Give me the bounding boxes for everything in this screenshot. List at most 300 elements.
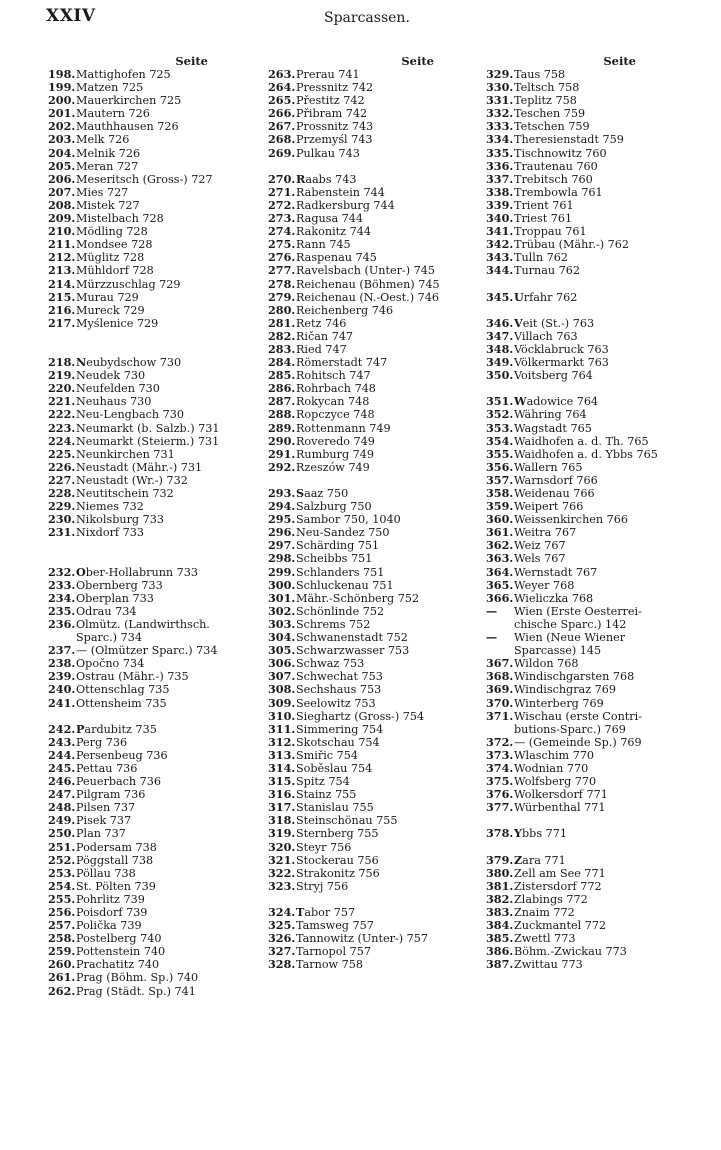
entry-text: Pottenstein 740	[76, 945, 166, 959]
index-entry	[48, 107, 258, 120]
index-entry	[486, 317, 716, 330]
entry-text: Wien (Erste Oesterrei-	[514, 604, 642, 618]
index-entry	[268, 199, 490, 212]
entry-number: 290.	[268, 433, 296, 448]
entry-text: Neutitschein 732	[76, 487, 174, 500]
entry-text: Warnsdorf 766	[514, 473, 598, 487]
index-entry	[48, 841, 258, 854]
entry-text: Wernstadt 767	[514, 565, 598, 579]
section-initial: O	[76, 565, 86, 579]
index-entry	[486, 631, 716, 644]
index-entry	[48, 644, 258, 657]
index-entry	[268, 906, 490, 919]
index-entry	[486, 526, 716, 539]
index-entry	[268, 408, 490, 421]
entry-number: 320.	[268, 839, 296, 854]
entry-number: 248.	[48, 800, 76, 815]
entry-number: 261.	[48, 970, 76, 985]
index-entry	[268, 539, 490, 552]
entry-text: Windischgraz 769	[514, 683, 617, 697]
index-entry	[486, 264, 716, 277]
index-entry	[48, 775, 258, 788]
entry-number: 299.	[268, 564, 296, 579]
entry-number: 304.	[268, 630, 296, 645]
entry-number: 254.	[48, 878, 76, 893]
index-entry	[268, 749, 490, 762]
entry-number: 216.	[48, 302, 76, 317]
index-entry	[486, 225, 716, 238]
entry-text: Rumburg 749	[296, 447, 375, 461]
entry-number: 236.	[48, 616, 76, 631]
entry-text: Zell am See 771	[514, 866, 606, 880]
index-entry	[48, 618, 258, 631]
entry-text: Opočno 734	[76, 657, 145, 671]
entry-number: 264.	[268, 80, 296, 95]
entry-text: Ropczyce 748	[296, 408, 375, 422]
entry-text: Podersam 738	[76, 840, 157, 854]
entry-text: St. Pölten 739	[76, 879, 156, 893]
entry-number: 312.	[268, 734, 296, 749]
entry-text: Prag (Städt. Sp.) 741	[76, 984, 196, 998]
entry-text: Winterberg 769	[514, 696, 604, 710]
entry-number: 316.	[268, 787, 296, 802]
entry-text: Steinschönau 755	[296, 814, 398, 828]
entry-text: Schwanenstadt 752	[296, 631, 408, 645]
index-entry	[268, 801, 490, 814]
index-entry	[48, 356, 258, 369]
entry-number: 329.	[486, 67, 514, 81]
entry-number: 377.	[486, 800, 514, 815]
entry-number: 200.	[48, 93, 76, 108]
entry-text: Böhm.-Zwickau 773	[514, 945, 627, 959]
index-entry	[486, 330, 716, 343]
entry-text: Neufelden 730	[76, 382, 160, 396]
index-entry	[486, 356, 716, 369]
entry-text: Pulkau 743	[296, 146, 360, 160]
entry-number: 308.	[268, 682, 296, 697]
index-entry	[486, 474, 716, 487]
entry-number: 330.	[486, 80, 514, 95]
entry-number: 241.	[48, 695, 76, 710]
entry-number: 280.	[268, 302, 296, 317]
index-entry	[268, 304, 490, 317]
index-entry	[486, 343, 716, 356]
entry-number: 335.	[486, 145, 514, 160]
entry-number: 313.	[268, 747, 296, 762]
entry-number: 322.	[268, 865, 296, 880]
entry-number: 356.	[486, 459, 514, 474]
entry-continuation: chische Sparc.) 142	[514, 617, 627, 631]
entry-number: 342.	[486, 237, 514, 252]
entry-number: 300.	[268, 577, 296, 592]
entry-number: 249.	[48, 813, 76, 828]
entry-number: 370.	[486, 695, 514, 710]
entry-number: 318.	[268, 813, 296, 828]
index-entry	[268, 461, 490, 474]
entry-text: Neudek 730	[76, 369, 146, 383]
entry-text: Mattighofen 725	[76, 68, 171, 81]
index-entry	[48, 958, 258, 971]
index-entry	[268, 736, 490, 749]
entry-number: 282.	[268, 328, 296, 343]
section-gap	[486, 841, 716, 854]
index-entry	[48, 801, 258, 814]
entry-number: 288.	[268, 407, 296, 422]
entry-number: 257.	[48, 918, 76, 933]
entry-text: Raspenau 745	[296, 251, 377, 265]
index-entry	[268, 173, 490, 186]
entry-number: 269.	[268, 145, 296, 160]
index-entry	[486, 592, 716, 605]
index-entry	[48, 448, 258, 461]
index-entry	[48, 120, 258, 133]
entry-text: Rann 745	[296, 238, 351, 252]
entry-number: 337.	[486, 171, 514, 186]
entry-text: Weiz 767	[514, 539, 566, 553]
index-entry	[486, 893, 716, 906]
entry-text: Scheibbs 751	[296, 552, 373, 566]
entry-text: Oberplan 733	[76, 591, 154, 605]
entry-number: 310.	[268, 708, 296, 723]
section-gap	[486, 814, 716, 827]
index-entry	[48, 487, 258, 500]
index-entry	[268, 186, 490, 199]
entry-text: Neustadt (Wr.-) 732	[76, 473, 188, 487]
entry-text: Melk 726	[76, 133, 130, 147]
entry-text: Weitra 767	[514, 526, 577, 540]
index-entry	[268, 605, 490, 618]
section-gap	[268, 160, 490, 173]
index-entry	[268, 958, 490, 971]
index-entry	[268, 788, 490, 801]
entry-number: 309.	[268, 695, 296, 710]
entry-text: Trautenau 760	[514, 159, 598, 173]
entry-text: Mürzzuschlag 729	[76, 277, 181, 291]
entry-text: Wadowice 764	[514, 395, 599, 409]
entry-number: 276.	[268, 250, 296, 265]
index-entry	[268, 644, 490, 657]
index-entry	[268, 435, 490, 448]
index-entry	[486, 251, 716, 264]
index-entry	[48, 225, 258, 238]
index-entry	[48, 68, 258, 81]
index-entry	[48, 408, 258, 421]
index-column-3	[486, 54, 716, 971]
entry-text: Persenbeug 736	[76, 748, 168, 762]
entry-text: Voitsberg 764	[514, 369, 593, 383]
entry-text: — (Gemeinde Sp.) 769	[514, 735, 642, 749]
entry-number: 349.	[486, 355, 514, 370]
entry-text: Zlabings 772	[514, 892, 588, 906]
entry-text: Stainz 755	[296, 788, 357, 802]
index-entry	[48, 579, 258, 592]
index-entry	[486, 422, 716, 435]
entry-text: Steyr 756	[296, 840, 352, 854]
entry-text: Weyer 768	[514, 578, 575, 592]
index-entry	[48, 186, 258, 199]
entry-number: 387.	[486, 957, 514, 972]
entry-number: 252.	[48, 852, 76, 867]
entry-text: Villach 763	[514, 329, 578, 343]
entry-number: 311.	[268, 721, 296, 736]
entry-text: Reichenberg 746	[296, 303, 394, 317]
column-heading: Seite	[603, 54, 636, 68]
entry-text: Seelowitz 753	[296, 696, 376, 710]
entry-number: 326.	[268, 931, 296, 946]
index-entry	[268, 683, 490, 696]
index-entry	[268, 592, 490, 605]
entry-text: Salzburg 750	[296, 500, 372, 514]
entry-number: 270.	[268, 171, 296, 186]
entry-number: 217.	[48, 315, 76, 330]
index-entry	[48, 133, 258, 146]
entry-text: Schluckenau 751	[296, 578, 394, 592]
entry-text: Pardubitz 735	[76, 722, 157, 736]
entry-number: 272.	[268, 197, 296, 212]
entry-text: Smiřic 754	[296, 748, 358, 762]
entry-number: 292.	[268, 459, 296, 474]
entry-text: Neuhaus 730	[76, 395, 152, 409]
index-entry	[48, 854, 258, 867]
entry-text: Schrems 752	[296, 617, 371, 631]
section-initial: V	[514, 316, 523, 330]
index-entry	[48, 945, 258, 958]
entry-text: Mistek 727	[76, 198, 140, 212]
entry-number: 284.	[268, 355, 296, 370]
entry-text: Pilgram 736	[76, 788, 146, 802]
entry-number: 259.	[48, 944, 76, 959]
index-entry	[486, 212, 716, 225]
index-entry	[486, 683, 716, 696]
entry-number: 223.	[48, 420, 76, 435]
index-entry	[486, 133, 716, 146]
index-entry	[48, 369, 258, 382]
entry-number: 365.	[486, 577, 514, 592]
entry-text: Tannowitz (Unter-) 757	[296, 932, 429, 946]
index-entry	[48, 500, 258, 513]
index-entry	[268, 382, 490, 395]
entry-text: Perg 736	[76, 735, 128, 749]
entry-number: 287.	[268, 394, 296, 409]
entry-text: Pressnitz 742	[296, 81, 374, 95]
entry-number: 343.	[486, 250, 514, 265]
entry-number: 317.	[268, 800, 296, 815]
entry-text: Meran 727	[76, 159, 139, 173]
entry-number: 302.	[268, 603, 296, 618]
entry-number: 274.	[268, 224, 296, 239]
index-entry	[268, 579, 490, 592]
entry-text: Rottenmann 749	[296, 421, 391, 435]
entry-text: Plan 737	[76, 827, 126, 841]
entry-text: Nixdorf 733	[76, 526, 144, 540]
index-entry	[268, 618, 490, 631]
entry-text: Ried 747	[296, 342, 347, 356]
index-entry	[268, 697, 490, 710]
index-entry	[268, 356, 490, 369]
index-entry	[486, 566, 716, 579]
index-column-2	[268, 54, 490, 971]
entry-number: 244.	[48, 747, 76, 762]
entry-text: Mauerkirchen 725	[76, 94, 182, 108]
entry-text: Trübau (Mähr.-) 762	[514, 238, 630, 252]
index-entry	[48, 697, 258, 710]
entry-text: Ostrau (Mähr.-) 735	[76, 670, 189, 684]
entry-text: — (Olmützer Sparc.) 734	[76, 644, 218, 658]
index-entry	[48, 94, 258, 107]
entry-text: Trembowla 761	[514, 185, 603, 199]
index-entry	[48, 592, 258, 605]
index-entry	[486, 827, 716, 840]
entry-number: 226.	[48, 459, 76, 474]
entry-text: Tarnopol 757	[296, 945, 371, 959]
entry-number: 371.	[486, 708, 514, 723]
index-entry	[486, 68, 716, 81]
index-entry	[486, 81, 716, 94]
index-entry	[268, 723, 490, 736]
entry-text: Rzeszów 749	[296, 460, 370, 474]
entry-number: 258.	[48, 931, 76, 946]
section-initial: Z	[514, 853, 523, 867]
entry-number: 286.	[268, 381, 296, 396]
entry-text: Ottenschlag 735	[76, 683, 170, 697]
entry-number: 289.	[268, 420, 296, 435]
entry-text: Ravelsbach (Unter-) 745	[296, 264, 435, 278]
section-initial: Y	[514, 827, 522, 841]
entry-text: Stockerau 756	[296, 853, 379, 867]
entry-number: 362.	[486, 538, 514, 553]
entry-number: 373.	[486, 747, 514, 762]
index-entry	[268, 251, 490, 264]
entry-text: Ober-Hollabrunn 733	[76, 565, 199, 579]
entry-number: 375.	[486, 774, 514, 789]
entry-text: Neu-Lengbach 730	[76, 408, 185, 422]
entry-text: Sieghartz (Gross-) 754	[296, 709, 425, 723]
index-entry	[268, 513, 490, 526]
entry-text: Radkersburg 744	[296, 198, 395, 212]
entry-number: 250.	[48, 826, 76, 841]
entry-number: 384.	[486, 918, 514, 933]
entry-text: Pöggstall 738	[76, 853, 154, 867]
entry-number: 294.	[268, 499, 296, 514]
entry-number: 251.	[48, 839, 76, 854]
entry-continuation: Sparc.) 734	[76, 631, 142, 645]
index-entry	[268, 841, 490, 854]
entry-number: 247.	[48, 787, 76, 802]
index-entry	[486, 919, 716, 932]
entry-number: 323.	[268, 878, 296, 893]
index-entry	[268, 552, 490, 565]
index-entry	[268, 827, 490, 840]
entry-text: Stanislau 755	[296, 801, 374, 815]
index-entry	[486, 487, 716, 500]
index-entry	[268, 657, 490, 670]
entry-text: Waidhofen a. d. Th. 765	[514, 434, 649, 448]
index-entry	[48, 814, 258, 827]
entry-number: 199.	[48, 80, 76, 95]
entry-text: Urfahr 762	[514, 290, 578, 304]
entry-number: 221.	[48, 394, 76, 409]
index-entry	[268, 238, 490, 251]
entry-number: 267.	[268, 119, 296, 134]
entry-text: Přestitz 742	[296, 94, 365, 108]
entry-number: 231.	[48, 525, 76, 540]
section-gap	[48, 710, 258, 723]
entry-number: 350.	[486, 368, 514, 383]
index-entry	[48, 461, 258, 474]
index-entry	[48, 971, 258, 984]
entry-text: Meseritsch (Gross-) 727	[76, 172, 213, 186]
entry-text: Matzen 725	[76, 81, 144, 95]
index-entry	[268, 212, 490, 225]
entry-number: 379.	[486, 852, 514, 867]
section-initial: S	[296, 487, 305, 500]
section-gap	[486, 278, 716, 291]
index-entry	[48, 238, 258, 251]
index-entry	[48, 199, 258, 212]
entry-number: 346.	[486, 315, 514, 330]
section-gap	[268, 474, 490, 487]
entry-number: 242.	[48, 721, 76, 736]
entry-number: 331.	[486, 93, 514, 108]
entry-number: 232.	[48, 564, 76, 579]
entry-text: Pisek 737	[76, 814, 132, 828]
index-entry	[486, 801, 716, 814]
entry-text: Schlanders 751	[296, 565, 385, 579]
index-entry	[486, 710, 716, 723]
index-entry	[48, 382, 258, 395]
entry-number: 266.	[268, 106, 296, 121]
section-initial: N	[76, 356, 87, 370]
index-entry	[486, 500, 716, 513]
entry-number: 210.	[48, 224, 76, 239]
index-entry	[268, 775, 490, 788]
entry-text: Mautern 726	[76, 107, 150, 121]
entry-text: Taus 758	[514, 68, 566, 81]
entry-text: Niemes 732	[76, 500, 144, 514]
entry-text: Reichenau (N.-Oest.) 746	[296, 290, 439, 304]
index-entry	[486, 605, 716, 618]
entry-text: Pilsen 737	[76, 801, 136, 815]
index-entry	[48, 932, 258, 945]
entry-number: 385.	[486, 931, 514, 946]
index-entry	[486, 775, 716, 788]
entry-text: Wildon 768	[514, 657, 579, 671]
entry-number: 218.	[48, 355, 76, 370]
entry-text: Trebitsch 760	[514, 172, 593, 186]
entry-number: 213.	[48, 263, 76, 278]
entry-text: Sternberg 755	[296, 827, 379, 841]
index-entry	[48, 893, 258, 906]
entry-number: 319.	[268, 826, 296, 841]
entry-text: Nikolsburg 733	[76, 513, 164, 527]
index-entry	[486, 932, 716, 945]
entry-number: 239.	[48, 669, 76, 684]
section-gap	[48, 343, 258, 356]
entry-text: Weissenkirchen 766	[514, 513, 629, 527]
entry-number: 283.	[268, 341, 296, 356]
index-entry	[268, 670, 490, 683]
index-entry	[268, 710, 490, 723]
entry-text: Polička 739	[76, 919, 142, 933]
entry-number: 307.	[268, 669, 296, 684]
index-entry	[486, 94, 716, 107]
index-column-1	[48, 54, 258, 998]
entry-continuation: butions-Sparc.) 769	[514, 722, 626, 736]
entry-number: 378.	[486, 826, 514, 841]
entry-text: Mistelbach 728	[76, 212, 164, 226]
entry-text: Schwarzwasser 753	[296, 644, 410, 658]
index-entry	[48, 291, 258, 304]
